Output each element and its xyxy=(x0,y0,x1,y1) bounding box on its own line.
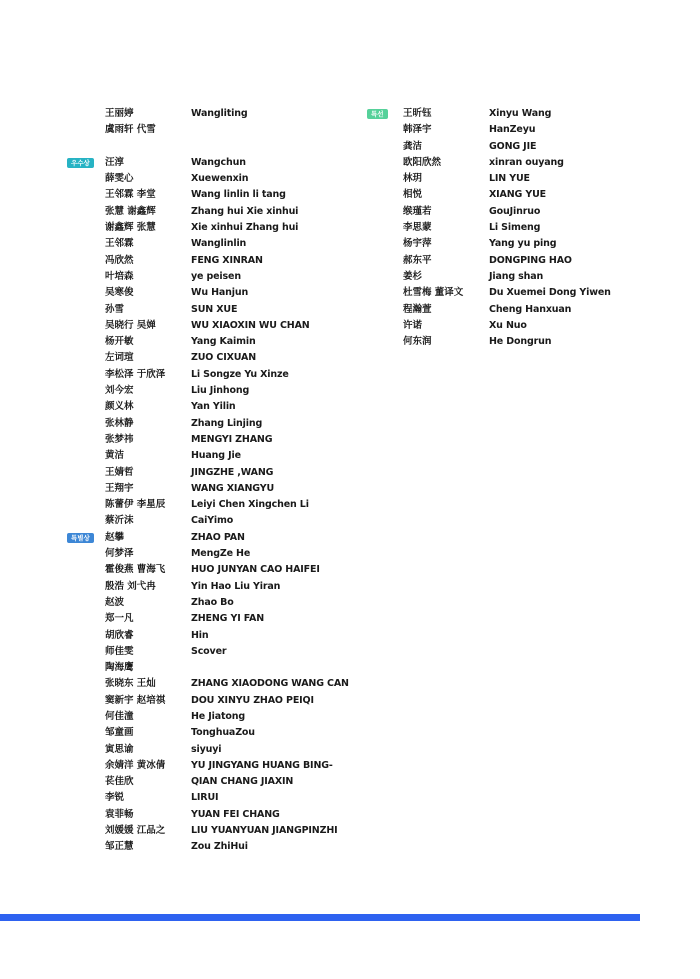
romanized-name: ZHANG XIAODONG WANG CAN xyxy=(191,678,349,690)
name-row xyxy=(105,676,355,692)
chinese-name: 余婧洋 黄冰倩 xyxy=(105,759,166,771)
name-row xyxy=(105,220,355,236)
chinese-name: 张梦祎 xyxy=(105,433,134,445)
name-row xyxy=(403,302,633,318)
romanized-name: GONG JIE xyxy=(489,140,537,152)
name-row xyxy=(105,367,355,383)
name-row xyxy=(403,236,633,252)
chinese-name: 李松泽 于欣泽 xyxy=(105,368,166,380)
chinese-name: 张林静 xyxy=(105,417,134,429)
name-row xyxy=(105,122,355,138)
chinese-name: 孙雪 xyxy=(105,303,125,315)
chinese-name: 颜义林 xyxy=(105,401,134,413)
romanized-name: XIANG YUE xyxy=(489,189,546,201)
name-row xyxy=(403,171,633,187)
romanized-name: Wu Hanjun xyxy=(191,287,249,299)
chinese-name: 王昕钰 xyxy=(403,108,432,119)
name-row xyxy=(403,204,633,220)
chinese-name: 张晓东 王灿 xyxy=(105,678,156,690)
left-name-column xyxy=(71,106,355,856)
chinese-name: 师佳雯 xyxy=(105,645,134,657)
romanized-name: HUO JUNYAN CAO HAIFEI xyxy=(191,564,320,576)
romanized-name: ye peisen xyxy=(191,270,241,282)
name-row xyxy=(105,611,355,627)
romanized-name: Zou ZhiHui xyxy=(191,841,248,853)
chinese-name: 缑瑾若 xyxy=(403,205,432,217)
chinese-name: 邹正慧 xyxy=(105,841,134,853)
chinese-name: 何佳潼 xyxy=(105,710,134,722)
chinese-name: 韩泽宇 xyxy=(403,124,432,136)
chinese-name: 赵波 xyxy=(105,596,125,608)
name-row xyxy=(105,579,355,595)
award-badge: 우수상 xyxy=(67,158,94,168)
romanized-name: Xuewenxin xyxy=(191,173,249,185)
romanized-name: LIRUI xyxy=(191,792,219,804)
name-row xyxy=(105,562,355,578)
name-row xyxy=(105,416,355,432)
romanized-name: Cheng Hanxuan xyxy=(489,303,572,315)
romanized-name: Yan Yilin xyxy=(191,401,236,413)
romanized-name: SUN XUE xyxy=(191,303,238,315)
romanized-name: Xinyu Wang xyxy=(489,108,552,119)
chinese-name: 林玥 xyxy=(403,173,423,185)
chinese-name: 欧阳欣然 xyxy=(403,156,442,168)
chinese-name: 黄洁 xyxy=(105,450,125,462)
name-row xyxy=(105,742,355,758)
romanized-name: ZHENG YI FAN xyxy=(191,613,265,625)
romanized-name: Jiang shan xyxy=(489,270,544,282)
name-row xyxy=(105,758,355,774)
chinese-name: 吴寒俊 xyxy=(105,287,134,299)
award-badge: 특선 xyxy=(367,109,388,119)
chinese-name: 龚洁 xyxy=(403,140,423,152)
romanized-name: Yin Hao Liu Yiran xyxy=(191,580,281,592)
romanized-name: Leiyi Chen Xingchen Li xyxy=(191,499,309,511)
romanized-name: Wangchun xyxy=(191,156,246,168)
name-row xyxy=(105,106,355,122)
name-row xyxy=(105,790,355,806)
name-row xyxy=(105,187,355,203)
name-row xyxy=(105,481,355,497)
romanized-name: Hin xyxy=(191,629,209,641)
name-row xyxy=(105,302,355,318)
name-row xyxy=(105,644,355,660)
chinese-name: 王丽婷 xyxy=(105,108,134,119)
name-row xyxy=(105,823,355,839)
chinese-name: 赵攀 xyxy=(105,531,125,543)
name-row xyxy=(105,432,355,448)
romanized-name: DOU XINYU ZHAO PEIQI xyxy=(191,694,314,706)
chinese-name: 郑一凡 xyxy=(105,613,134,625)
name-row xyxy=(105,465,355,481)
name-row xyxy=(105,725,355,741)
romanized-name: LIN YUE xyxy=(489,173,530,185)
romanized-name: Yang Kaimin xyxy=(191,336,256,348)
chinese-name: 胡欣睿 xyxy=(105,629,134,641)
name-row xyxy=(105,448,355,464)
romanized-name: HanZeyu xyxy=(489,124,536,136)
chinese-name: 李锐 xyxy=(105,792,125,804)
romanized-name: Xie xinhui Zhang hui xyxy=(191,222,299,234)
romanized-name: LIU YUANYUAN JIANGPINZHI xyxy=(191,825,338,837)
chinese-name: 寅思谕 xyxy=(105,743,134,755)
name-row xyxy=(105,334,355,350)
bottom-accent-bar xyxy=(0,914,640,921)
romanized-name: CaiYimo xyxy=(191,515,234,527)
chinese-name: 王翔宇 xyxy=(105,482,134,494)
name-row xyxy=(105,595,355,611)
chinese-name: 杜雪梅 董译文 xyxy=(403,287,464,299)
name-row xyxy=(105,236,355,252)
section-spacer xyxy=(105,139,355,155)
romanized-name: Wang linlin li tang xyxy=(191,189,286,201)
name-row xyxy=(403,187,633,203)
name-row xyxy=(371,106,633,122)
chinese-name: 殷浩 刘弋冉 xyxy=(105,580,156,592)
romanized-name: FENG XINRAN xyxy=(191,254,263,266)
romanized-name: He Dongrun xyxy=(489,336,552,348)
name-row xyxy=(105,774,355,790)
romanized-name: Wanglinlin xyxy=(191,238,247,250)
chinese-name: 陶海鹰 xyxy=(105,662,134,674)
romanized-name: He Jiatong xyxy=(191,710,246,722)
romanized-name: Zhang hui Xie xinhui xyxy=(191,205,299,217)
name-row xyxy=(403,334,633,350)
chinese-name: 何梦泽 xyxy=(105,548,134,560)
name-row xyxy=(71,530,355,546)
romanized-name: siyuyi xyxy=(191,743,222,755)
chinese-name: 邹童画 xyxy=(105,727,134,739)
romanized-name: Liu Jinhong xyxy=(191,385,250,397)
romanized-name: GouJinruo xyxy=(489,205,541,217)
chinese-name: 冯欣然 xyxy=(105,254,134,266)
chinese-name: 张慧 谢鑫辉 xyxy=(105,205,156,217)
romanized-name: xinran ouyang xyxy=(489,156,564,168)
chinese-name: 相悦 xyxy=(403,189,423,201)
chinese-name: 王婧哲 xyxy=(105,466,134,478)
chinese-name: 霍俊燕 曹海飞 xyxy=(105,564,166,576)
chinese-name: 苌佳欣 xyxy=(105,776,134,788)
romanized-name: Li Songze Yu Xinze xyxy=(191,368,289,380)
chinese-name: 许诺 xyxy=(403,319,423,331)
name-row xyxy=(105,839,355,855)
chinese-name: 刘媛媛 江品之 xyxy=(105,825,166,837)
romanized-name: YU JINGYANG HUANG BING- xyxy=(191,759,333,771)
chinese-name: 王邻霖 李堂 xyxy=(105,189,156,201)
name-row xyxy=(105,318,355,334)
romanized-name: WU XIAOXIN WU CHAN xyxy=(191,319,310,331)
romanized-name: ZUO CIXUAN xyxy=(191,352,257,364)
name-row xyxy=(403,285,633,301)
name-row xyxy=(403,220,633,236)
chinese-name: 杨宇萍 xyxy=(403,238,432,250)
romanized-name: Li Simeng xyxy=(489,222,541,234)
name-row xyxy=(105,709,355,725)
romanized-name: Huang Jie xyxy=(191,450,241,462)
name-row xyxy=(403,139,633,155)
romanized-name: MengZe He xyxy=(191,548,251,560)
chinese-name: 王邻霖 xyxy=(105,238,134,250)
name-row xyxy=(105,807,355,823)
romanized-name: MENGYI ZHANG xyxy=(191,433,273,445)
name-row xyxy=(403,155,633,171)
chinese-name: 刘今宏 xyxy=(105,385,134,397)
name-row xyxy=(105,350,355,366)
name-row xyxy=(105,399,355,415)
chinese-name: 虞雨轩 代雪 xyxy=(105,124,156,136)
name-row xyxy=(105,497,355,513)
award-badge: 특별상 xyxy=(67,533,94,543)
chinese-name: 汪淳 xyxy=(105,156,125,168)
name-row xyxy=(105,383,355,399)
romanized-name: Du Xuemei Dong Yiwen xyxy=(489,287,611,299)
name-row xyxy=(105,660,355,676)
romanized-name: JINGZHE ,WANG xyxy=(191,466,274,478)
name-row xyxy=(71,155,355,171)
romanized-name: Xu Nuo xyxy=(489,319,527,331)
name-row xyxy=(403,253,633,269)
romanized-name: WANG XIANGYU xyxy=(191,482,275,494)
chinese-name: 薛雯心 xyxy=(105,173,134,185)
romanized-name: Wangliting xyxy=(191,108,248,119)
name-row xyxy=(105,513,355,529)
name-row xyxy=(105,253,355,269)
chinese-name: 杨开敏 xyxy=(105,336,134,348)
name-row xyxy=(105,693,355,709)
name-row xyxy=(105,269,355,285)
romanized-name: ZHAO PAN xyxy=(191,531,245,543)
name-row xyxy=(105,546,355,562)
chinese-name: 陈蕾伊 李星辰 xyxy=(105,499,166,511)
name-row xyxy=(403,318,633,334)
chinese-name: 郝东平 xyxy=(403,254,432,266)
chinese-name: 何东润 xyxy=(403,336,432,348)
romanized-name: YUAN FEI CHANG xyxy=(191,808,280,820)
romanized-name: Yang yu ping xyxy=(489,238,557,250)
name-row xyxy=(105,628,355,644)
romanized-name: Zhao Bo xyxy=(191,596,234,608)
chinese-name: 吴晓行 吴婵 xyxy=(105,319,156,331)
chinese-name: 左词瑄 xyxy=(105,352,134,364)
romanized-name: TonghuaZou xyxy=(191,727,255,739)
chinese-name: 叶培森 xyxy=(105,270,134,282)
name-row xyxy=(403,269,633,285)
name-row xyxy=(105,204,355,220)
name-row xyxy=(105,285,355,301)
chinese-name: 谢鑫辉 张慧 xyxy=(105,222,156,234)
right-name-column xyxy=(371,106,633,350)
chinese-name: 蔡沂沫 xyxy=(105,515,134,527)
chinese-name: 窦新宇 赵培祺 xyxy=(105,694,166,706)
chinese-name: 袁菲畅 xyxy=(105,808,134,820)
chinese-name: 姜杉 xyxy=(403,270,423,282)
chinese-name: 李思蒙 xyxy=(403,222,432,234)
romanized-name: Scover xyxy=(191,645,227,657)
name-row xyxy=(105,171,355,187)
name-row xyxy=(403,122,633,138)
romanized-name: DONGPING HAO xyxy=(489,254,572,266)
romanized-name: QIAN CHANG JIAXIN xyxy=(191,776,294,788)
romanized-name: Zhang Linjing xyxy=(191,417,263,429)
chinese-name: 程瀚萱 xyxy=(403,303,432,315)
